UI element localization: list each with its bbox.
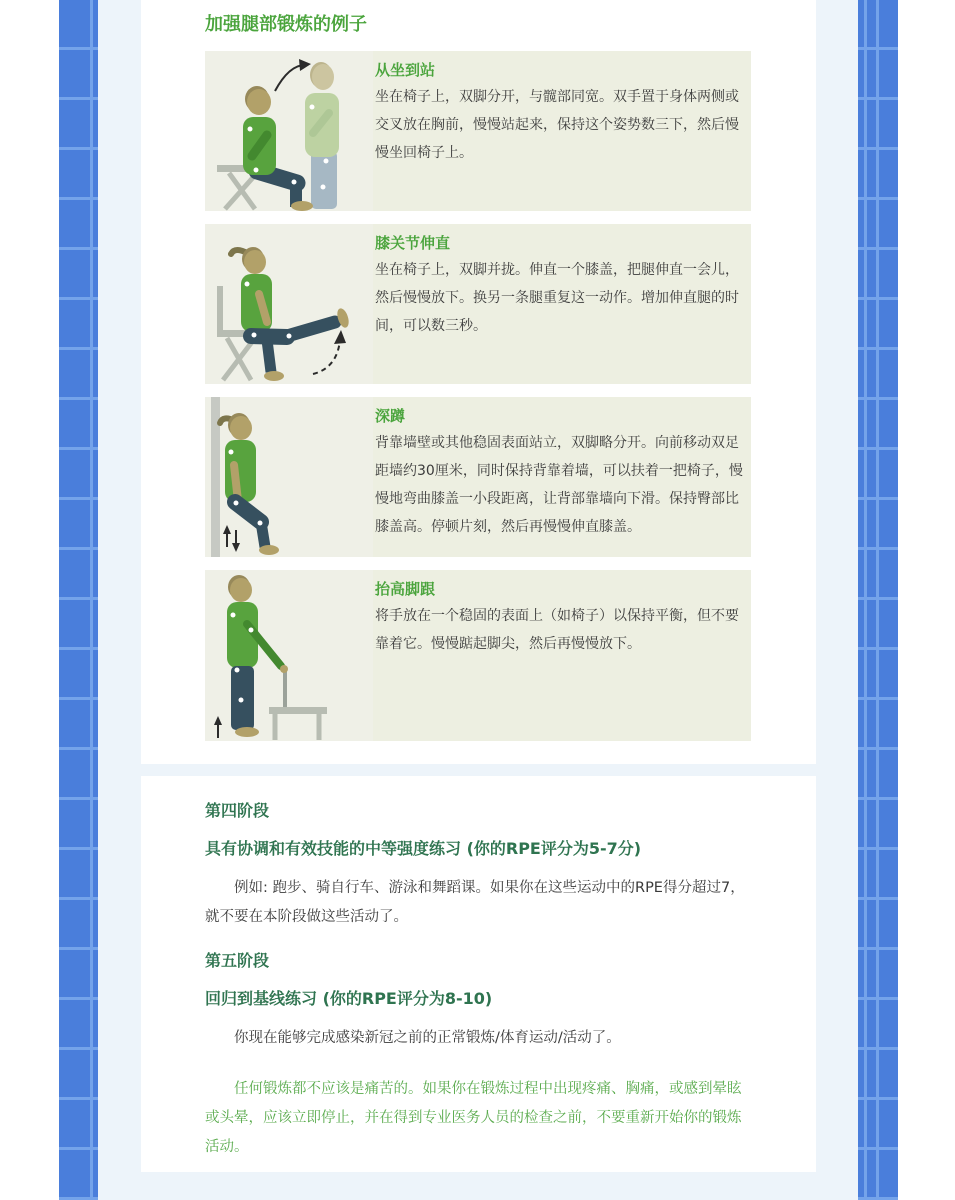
phase-heading: 回归到基线练习 (你的RPE评分为8-10) <box>205 989 493 1008</box>
exercise-card-knee-straightening <box>205 224 751 384</box>
exercise-description: 将手放在一个稳固的表面上（如椅子）以保持平衡，但不要靠着它。慢慢踮起脚尖，然后再慢慢放下。 <box>375 608 739 652</box>
exercise-title: 抬高脚跟 <box>375 580 436 598</box>
right-grid-strip <box>858 0 898 1200</box>
exercise-text <box>373 224 751 384</box>
warning-paragraph: 任何锻炼都不应该是痛苦的。如果你在锻炼过程中出现疼痛、胸痛，或感到晕眩或头晕，应该立即停止，并在得到专业医务人员的检查之前，不要重新开始你的锻炼活动。 <box>205 1081 742 1155</box>
phase-paragraph: 你现在能够完成感染新冠之前的正常锻炼/体育运动/活动了。 <box>234 1030 621 1046</box>
phase-4-block <box>205 800 752 932</box>
exercise-text <box>373 397 751 557</box>
wall-squat-illustration <box>205 397 373 557</box>
phase-stage-label: 第五阶段 <box>205 951 270 970</box>
left-grid-strip <box>59 0 98 1200</box>
phases-panel <box>141 776 816 1172</box>
phase-heading: 具有协调和有效技能的中等强度练习 (你的RPE评分为5-7分) <box>205 839 642 858</box>
exercise-description: 坐在椅子上，双脚并拢。伸直一个膝盖，把腿伸直一会儿，然后慢慢放下。换另一条腿重复这一动作。增加伸直腿的时间，可以数三秒。 <box>375 262 739 334</box>
exercises-panel <box>141 0 816 764</box>
exercise-description: 背靠墙壁或其他稳固表面站立，双脚略分开。向前移动双足距墙约30厘米，同时保持背靠着墙，可以扶着一把椅子，慢慢地弯曲膝盖一小段距离，让背部靠墙向下滑。保持臀部比膝盖高。停顿片刻，然后再慢慢伸直膝盖。 <box>375 435 743 535</box>
heel-raise-illustration <box>205 570 373 741</box>
exercise-title: 膝关节伸直 <box>375 234 451 252</box>
knee-straightening-illustration <box>205 224 373 384</box>
exercise-card-wall-squat <box>205 397 751 557</box>
up-arrow-icon <box>214 716 222 738</box>
exercise-card-sit-to-stand <box>205 51 751 211</box>
exercise-illustration <box>205 397 373 557</box>
exercise-title: 深蹲 <box>375 407 406 425</box>
phase-paragraph: 例如: 跑步、骑自行车、游泳和舞蹈课。如果你在这些运动中的RPE得分超过7，就不要在本阶段做这些活动了。 <box>205 880 745 925</box>
exercise-illustration <box>205 224 373 384</box>
phase-stage-label: 第四阶段 <box>205 801 270 820</box>
phase-5-block <box>205 950 752 1053</box>
sit-to-stand-illustration <box>205 51 373 211</box>
page-title: 加强腿部锻炼的例子 <box>205 14 367 35</box>
up-down-arrow-icon <box>223 525 240 552</box>
exercise-card-heel-raise <box>205 570 751 741</box>
exercise-description: 坐在椅子上，双脚分开，与髋部同宽。双手置于身体两侧或交叉放在胸前，慢慢站起来，保持这个姿势数三下，然后慢慢坐回椅子上。 <box>375 89 739 161</box>
exercise-illustration <box>205 570 373 741</box>
exercise-title: 从坐到站 <box>375 61 436 79</box>
exercise-text <box>373 51 751 211</box>
exercise-illustration <box>205 51 373 211</box>
exercise-text <box>373 570 751 741</box>
